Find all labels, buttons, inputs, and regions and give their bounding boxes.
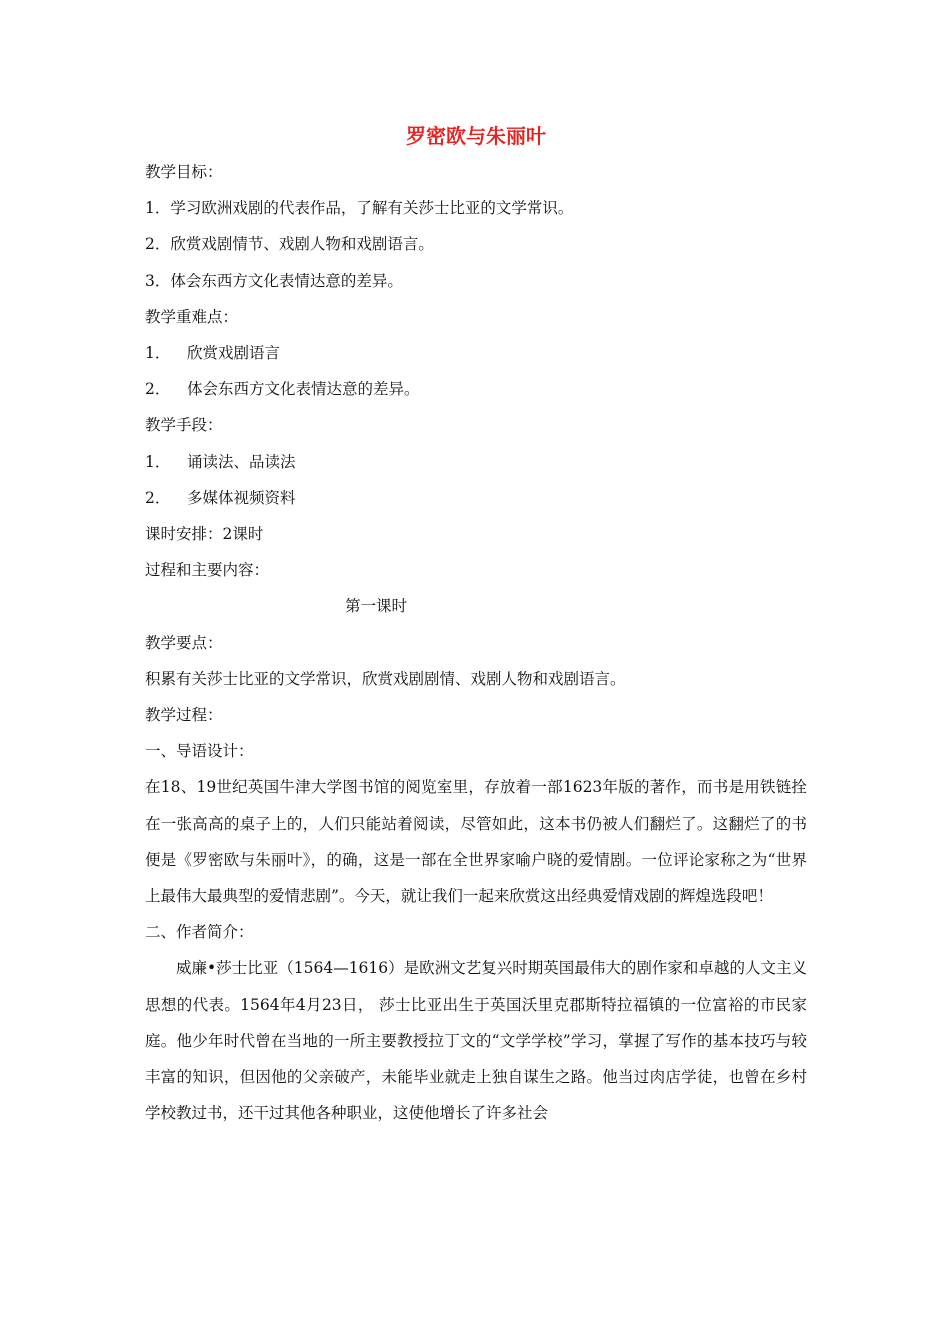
item-number: 1． [145, 452, 171, 471]
goal-item: 3．体会东西方文化表情达意的差异。 [145, 271, 403, 290]
method-item [145, 480, 807, 516]
key-point-item [145, 371, 807, 407]
item-text: 体会东西方文化表情达意的差异。 [187, 380, 420, 399]
lesson-points-text: 积累有关莎士比亚的文学常识，欣赏戏剧剧情、戏剧人物和戏剧语言。 [145, 669, 626, 688]
goal-item: 1．学习欧洲戏剧的代表作品，了解有关莎士比亚的文学常识。 [145, 199, 574, 218]
schedule-line: 课时安排：2课时 [145, 525, 264, 544]
intro-paragraph: 在18、19世纪英国牛津大学图书馆的阅览室里，存放着一部1623年版的著作，而书是用铁链拴在一张高高的桌子上的，人们只能站着阅读，尽管如此，这本书仍被人们翻烂了。这翻烂了的书便是《罗密欧与朱丽叶》，的确，这是一部在全世界家喻户晓的爱情剧。一位评论家称之为“世界上最伟大最典型的爱情悲剧”。今天，就让我们一起来欣赏这出经典爱情戏剧的辉煌选段吧！ [145, 778, 807, 906]
author-paragraph: 威廉•莎士比亚（1564—1616）是欧洲文艺复兴时期英国最伟大的剧作家和卓越的人文主义思想的代表。1564年4月23日， 莎士比亚出生于英国沃里克郡斯特拉福镇的一位富裕的市民家庭。他少年时代曾在当地的一所主要教授拉丁文的“文学学校”学习，掌握了写作的基本技巧与较丰富的知识，但因他的父亲破产，未能毕业就走上独自谋生之路。他当过肉店学徒，也曾在乡村学校教过书，还干过其他各种职业，这使他增长了许多社会 [145, 959, 807, 1123]
key-point-item [145, 335, 807, 371]
lesson-one-heading: 第一课时 [345, 597, 408, 616]
teaching-process-heading: 教学过程： [145, 706, 223, 725]
process-heading: 过程和主要内容： [145, 561, 270, 580]
author-heading: 二、作者简介： [145, 923, 254, 942]
lesson-points-heading: 教学要点： [145, 633, 223, 652]
item-text: 欣赏戏剧语言 [187, 344, 281, 363]
document-title: 罗密欧与朱丽叶 [406, 124, 546, 148]
goals-heading: 教学目标： [145, 163, 223, 181]
document-page [145, 118, 807, 1131]
key-points-heading: 教学重难点： [145, 307, 239, 326]
item-number: 2． [145, 488, 171, 507]
method-item [145, 444, 807, 480]
goal-item: 2．欣赏戏剧情节、戏剧人物和戏剧语言。 [145, 235, 434, 254]
item-text: 诵读法、品读法 [187, 452, 296, 471]
item-text: 多媒体视频资料 [187, 488, 296, 507]
item-number: 2． [145, 380, 171, 399]
item-number: 1． [145, 344, 171, 363]
methods-heading: 教学手段： [145, 416, 223, 435]
intro-heading: 一、导语设计： [145, 742, 254, 761]
